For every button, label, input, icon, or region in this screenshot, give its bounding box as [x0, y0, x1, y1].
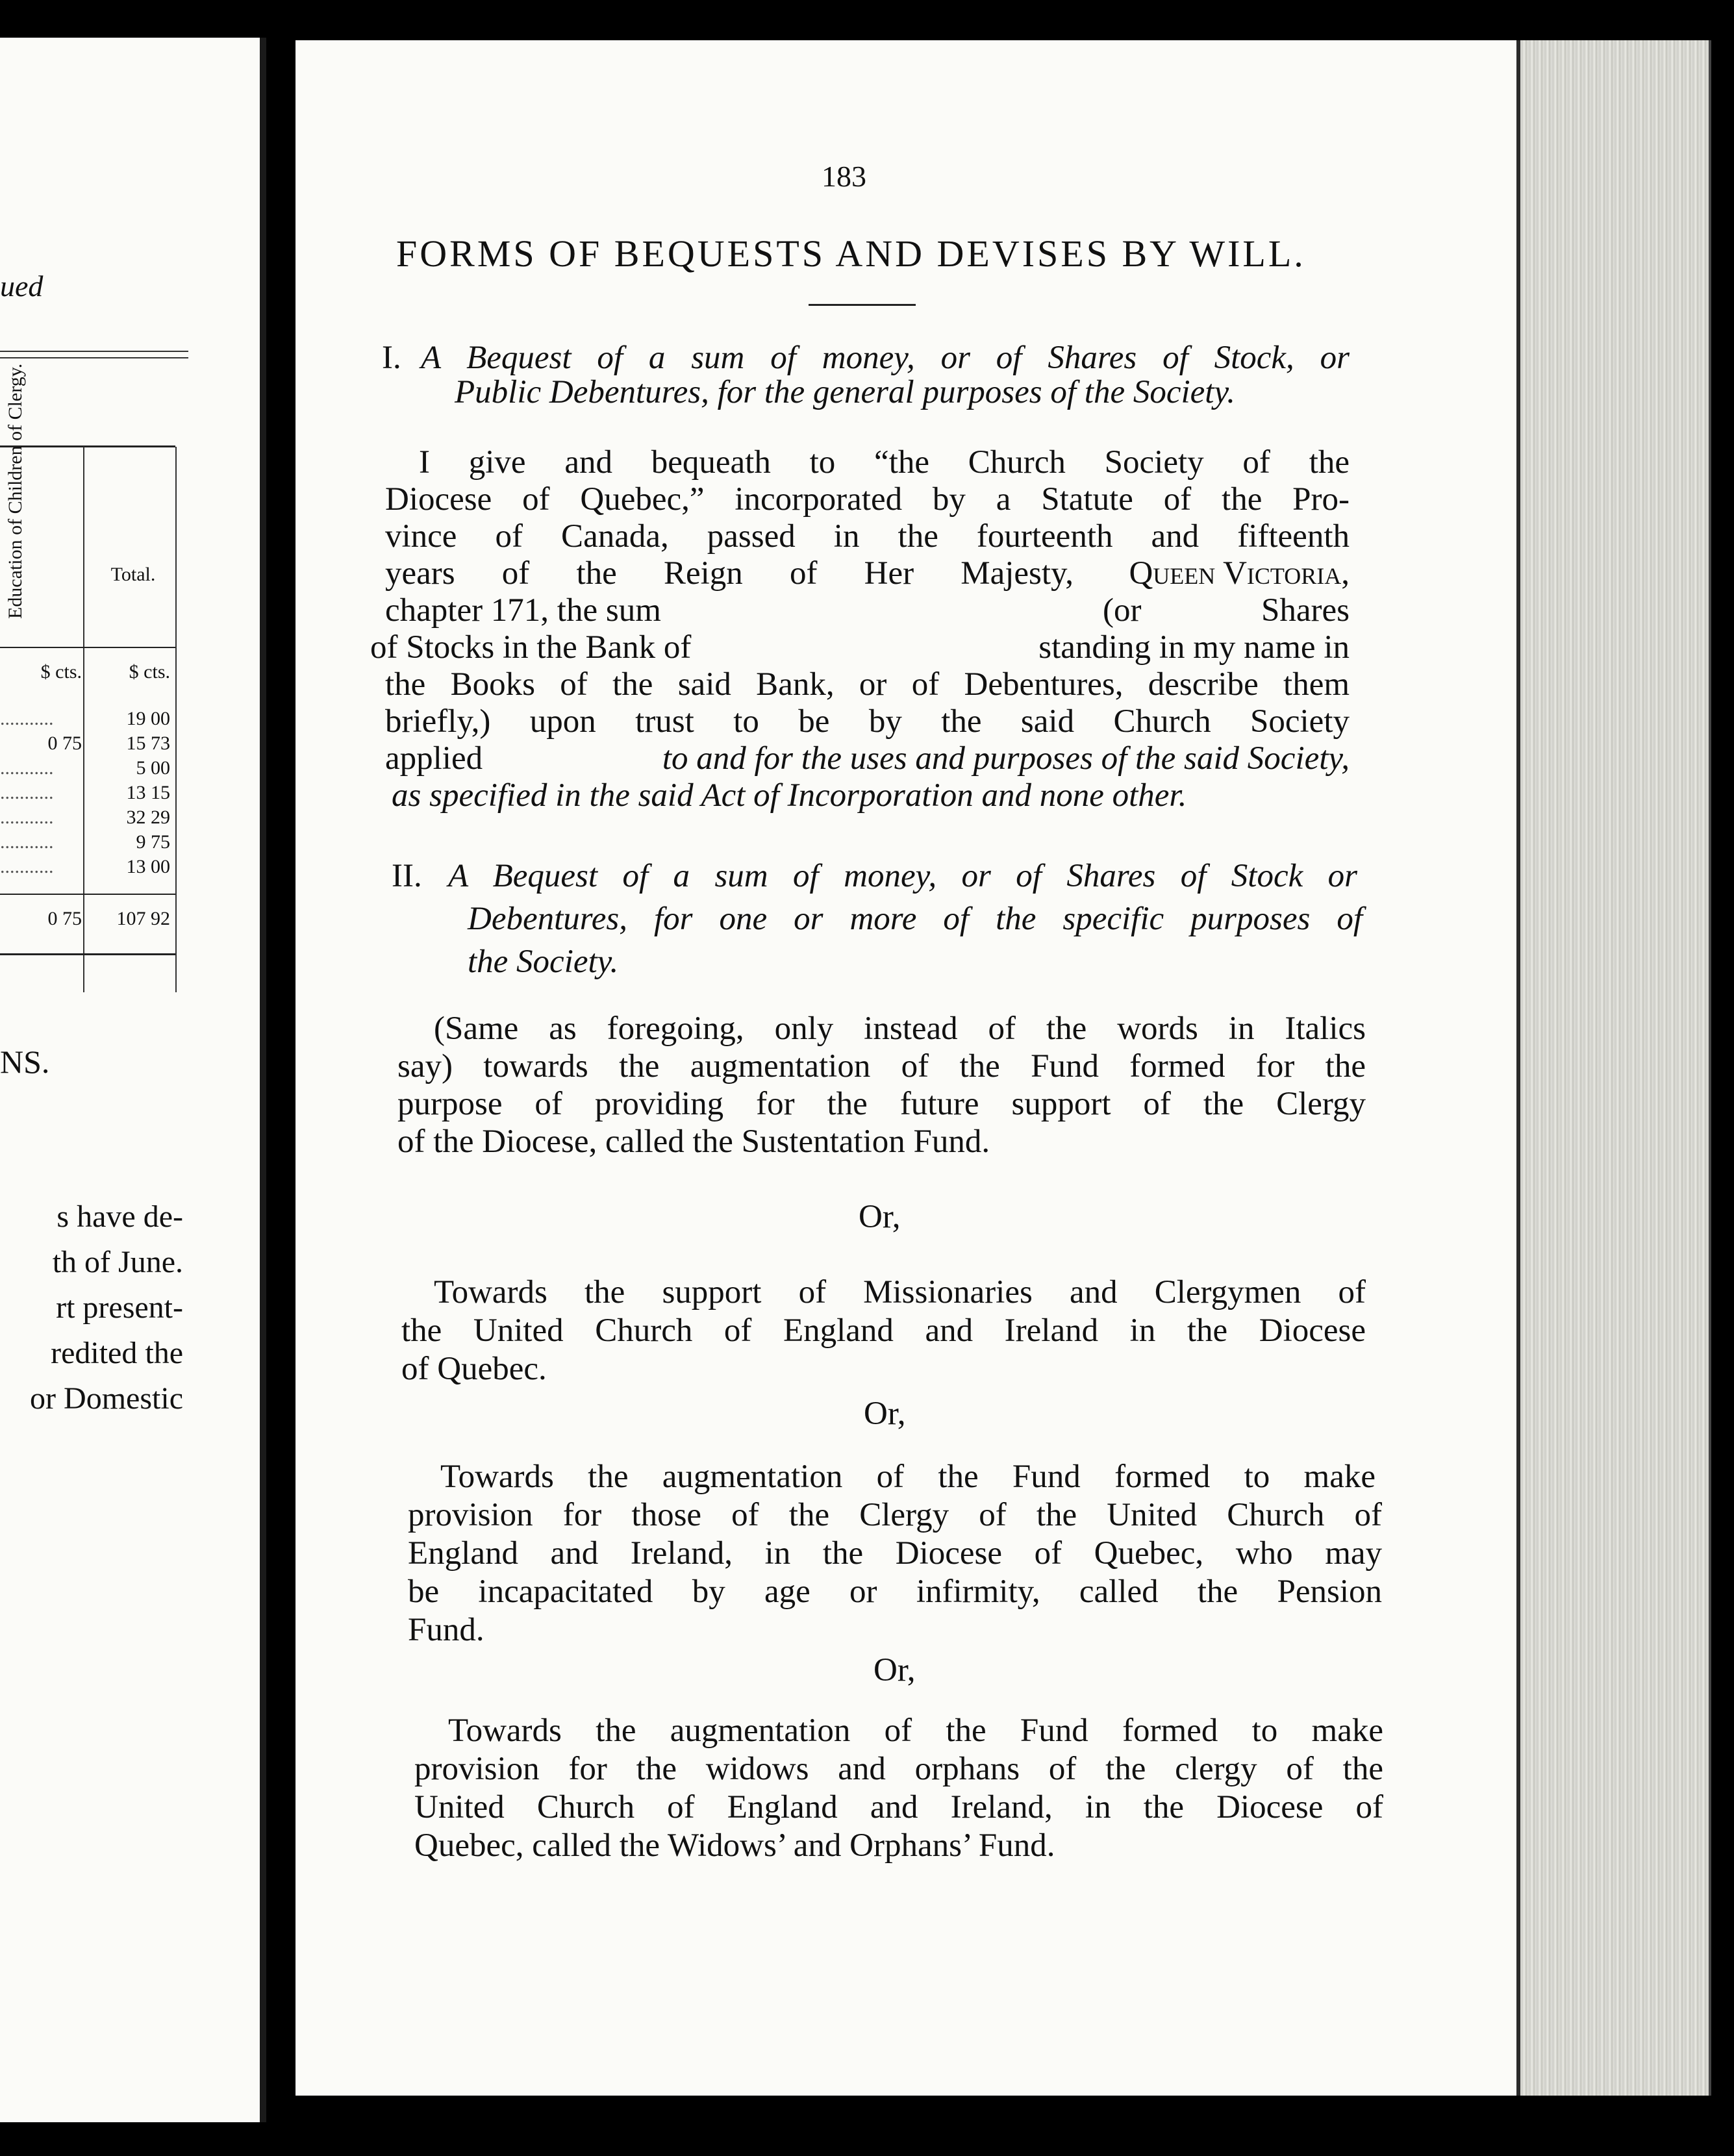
section-1-body-line	[385, 592, 1350, 629]
table-header-rule	[0, 647, 175, 648]
section-1-body-text: Shares	[1261, 592, 1350, 629]
section-2-numeral: II.	[392, 858, 422, 894]
section-1-body-line: Diocese of Quebec,” incorporated by a Statute of the Pro-	[385, 481, 1350, 518]
table-cell-total: 13 00	[126, 856, 170, 877]
table-sum-rule	[0, 894, 175, 895]
section-2-heading: A Bequest of a sum of money, or of Shares of Stock or	[448, 858, 1357, 894]
leader-dots: ...........	[0, 782, 54, 803]
section-1-body-text: of Stocks in the Bank of	[370, 629, 692, 666]
section-1-heading: Public Debentures, for the general purposes of the Society.	[455, 374, 1236, 410]
section-1-body-line: the Books of the said Bank, or of Debentures, describe them	[385, 666, 1350, 703]
unit-label-total: $ cts.	[129, 661, 170, 683]
double-rule-bottom	[0, 357, 188, 358]
table-sum-education: 0 75	[47, 908, 82, 929]
alternative-2-line: Fund.	[408, 1612, 484, 1648]
unit-label-education: $ cts.	[40, 661, 82, 683]
section-1-numeral: I.	[382, 340, 401, 376]
alternative-1-line: the United Church of England and Ireland in the Diocese	[401, 1312, 1366, 1349]
queen-victoria-smallcaps: Queen Victoria,	[1129, 555, 1350, 592]
or-separator: Or,	[859, 1199, 901, 1235]
table-header-total: Total.	[110, 564, 156, 585]
alternative-2-line: be incapacitated by age or infirmity, called the Pension	[408, 1573, 1382, 1610]
paragraph-fragment-line: s have de-	[57, 1199, 183, 1234]
section-1-body-line: I give and bequeath to “the Church Society of the	[419, 444, 1350, 481]
table-top-rule	[0, 445, 175, 447]
section-2-heading: the Society.	[468, 944, 619, 980]
section-1-body-text: years of the Reign of Her Majesty,	[385, 555, 1074, 592]
table-column-divider	[83, 447, 84, 992]
section-1-body-line	[370, 629, 1350, 666]
alternative-2-line: England and Ireland, in the Diocese of Quebec, who may	[408, 1535, 1382, 1572]
page-title: FORMS OF BEQUESTS AND DEVISES BY WILL.	[396, 232, 1306, 275]
left-page-section-fragment: NS.	[0, 1044, 50, 1080]
left-page-header-fragment: ued	[0, 270, 44, 303]
page-number: 183	[822, 160, 866, 193]
left-facing-page	[0, 38, 266, 2122]
section-2-body-line: (Same as foregoing, only instead of the words in Italics	[434, 1010, 1366, 1047]
or-separator: Or,	[864, 1396, 906, 1432]
alternative-3-line: provision for the widows and orphans of the clergy of the	[414, 1751, 1383, 1787]
title-rule	[809, 304, 916, 306]
alternative-2-line: provision for those of the Clergy of the United Church of	[408, 1497, 1382, 1533]
section-1-body-text: chapter 171, the sum	[385, 592, 661, 629]
section-1-body-text: (or	[1103, 592, 1142, 629]
alternative-1-line: of Quebec.	[401, 1351, 547, 1387]
table-cell-total: 32 29	[126, 807, 170, 828]
table-cell-total: 9 75	[136, 831, 170, 853]
section-1-heading: A Bequest of a sum of money, or of Shares of Stock, or	[421, 340, 1350, 376]
leader-dots: ...........	[0, 807, 54, 828]
table-cell-education: 0 75	[47, 733, 82, 754]
alternative-3-line: United Church of England and Ireland, in the Diocese of	[414, 1789, 1383, 1825]
section-2-heading: Debentures, for one or more of the specific purposes of	[468, 901, 1363, 937]
paragraph-fragment-line: th of June.	[52, 1245, 183, 1279]
table-header-education: Education of Children of Clergy.	[5, 363, 26, 619]
leader-dots: ...........	[0, 856, 54, 877]
table-cell-total: 5 00	[136, 757, 170, 779]
table-column-divider	[175, 447, 177, 992]
page-edges	[1516, 40, 1711, 2096]
alternative-3-line: Towards the augmentation of the Fund formed to make	[448, 1712, 1383, 1749]
section-1-body-line: as specified in the said Act of Incorporation and none other.	[392, 777, 1187, 814]
table-bottom-rule	[0, 953, 175, 955]
section-1-body-line	[385, 555, 1350, 592]
section-1-body-line	[385, 740, 1350, 777]
table-cell-total: 15 73	[126, 733, 170, 754]
alternative-2-line: Towards the augmentation of the Fund formed to make	[440, 1459, 1376, 1495]
section-2-body-line: say) towards the augmentation of the Fund formed for the	[397, 1048, 1366, 1084]
table-cell-total: 19 00	[126, 708, 170, 729]
section-1-body-text: standing in my name in	[1038, 629, 1350, 666]
leader-dots: ...........	[0, 831, 54, 853]
section-2-body-line: of the Diocese, called the Sustentation Fund.	[397, 1123, 990, 1160]
leader-dots: ...........	[0, 757, 54, 779]
table-cell-total: 13 15	[126, 782, 170, 803]
section-2-body-line: purpose of providing for the future support of the Clergy	[397, 1086, 1366, 1122]
section-1-body-line: vince of Canada, passed in the fourteenth and fifteenth	[385, 518, 1350, 555]
paragraph-fragment-line: redited the	[51, 1336, 183, 1370]
alternative-1-line: Towards the support of Missionaries and Clergymen of	[434, 1274, 1366, 1310]
section-1-italic-text: to and for the uses and purposes of the said Society,	[662, 740, 1350, 777]
table-sum-total: 107 92	[116, 908, 170, 929]
double-rule-top	[0, 351, 188, 352]
or-separator: Or,	[873, 1652, 916, 1688]
section-1-body-line: briefly,) upon trust to be by the said Church Society	[385, 703, 1350, 740]
paragraph-fragment-line: rt present-	[56, 1290, 183, 1325]
leader-dots: ...........	[0, 708, 54, 729]
paragraph-fragment-line: or Domestic	[30, 1381, 183, 1416]
alternative-3-line: Quebec, called the Widows’ and Orphans’ Fund.	[414, 1827, 1055, 1864]
section-1-body-text: applied	[385, 740, 483, 777]
